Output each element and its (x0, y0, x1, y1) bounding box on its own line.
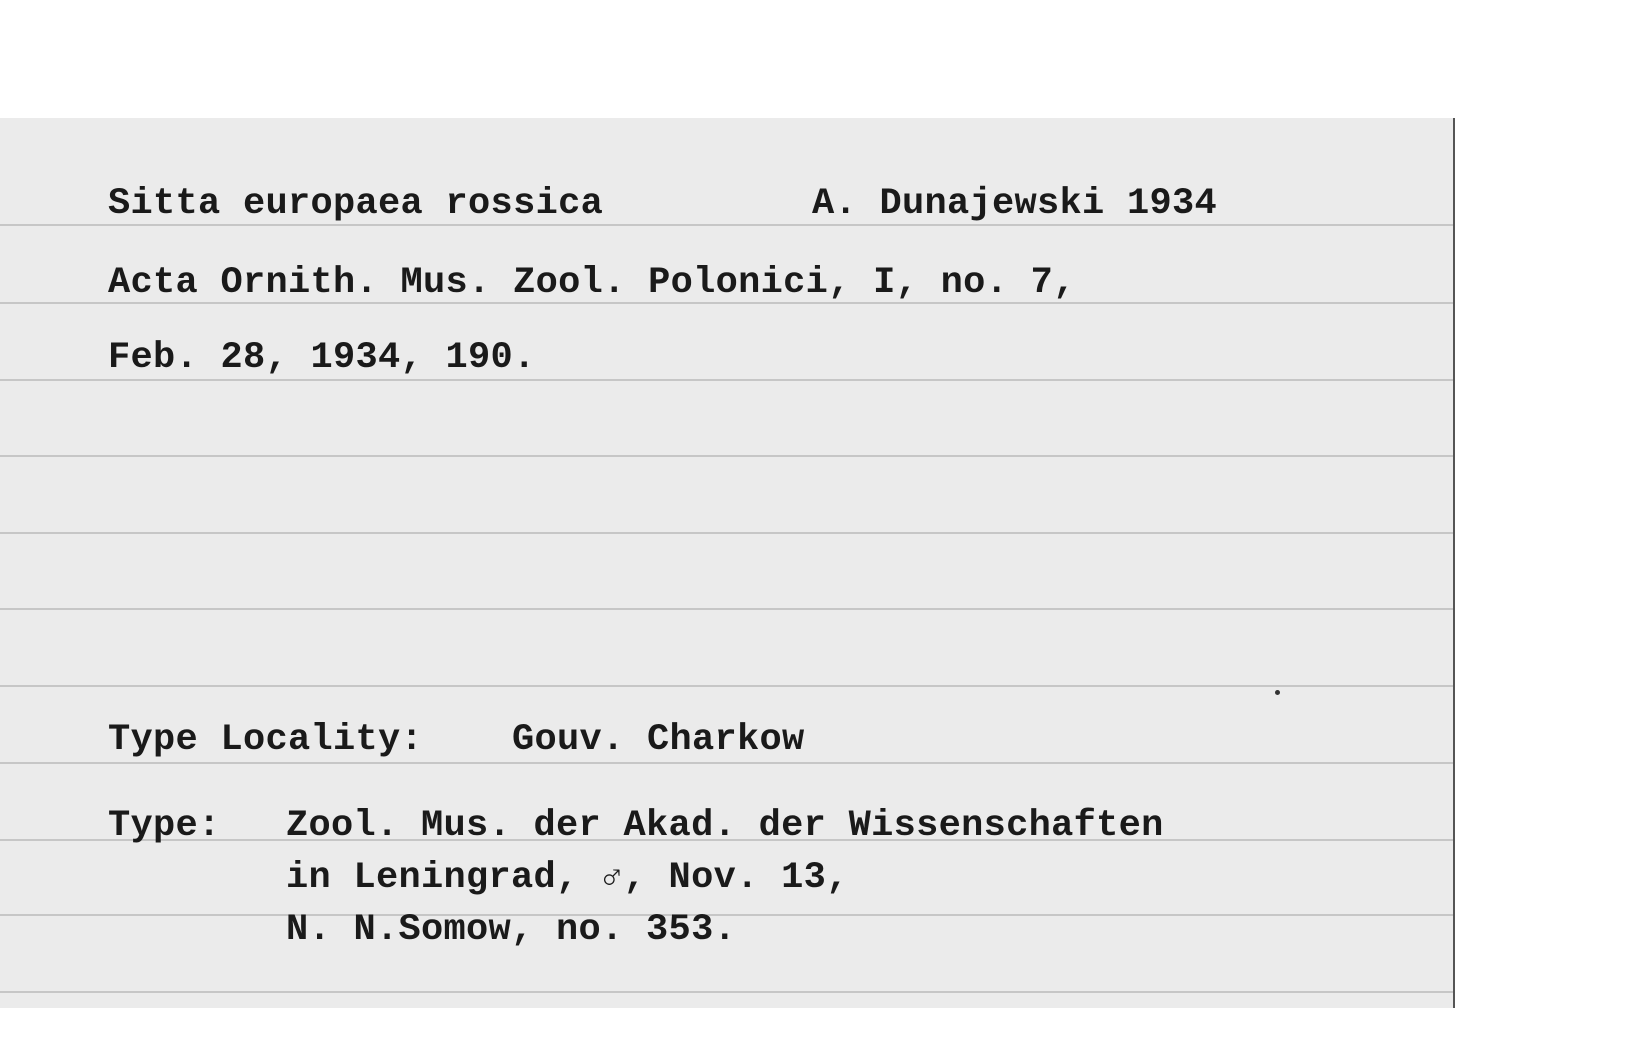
type-label: Type: (108, 805, 221, 847)
type-line-2: in Leningrad, ♂, Nov. 13, (286, 857, 849, 899)
citation-line-2: Feb. 28, 1934, 190. (108, 337, 536, 379)
type-locality-label: Type Locality: (108, 719, 424, 761)
citation-line-1: Acta Ornith. Mus. Zool. Polonici, I, no. 7, (108, 262, 1076, 304)
index-card (0, 118, 1455, 1008)
author-year: A. Dunajewski 1934 (812, 183, 1218, 225)
species-name: Sitta europaea rossica (108, 183, 604, 225)
ink-speck (1275, 690, 1280, 695)
type-line-1: Zool. Mus. der Akad. der Wissenschaften (286, 805, 1164, 847)
type-locality-value: Gouv. Charkow (512, 719, 805, 761)
type-line-3: N. N.Somow, no. 353. (286, 909, 737, 951)
